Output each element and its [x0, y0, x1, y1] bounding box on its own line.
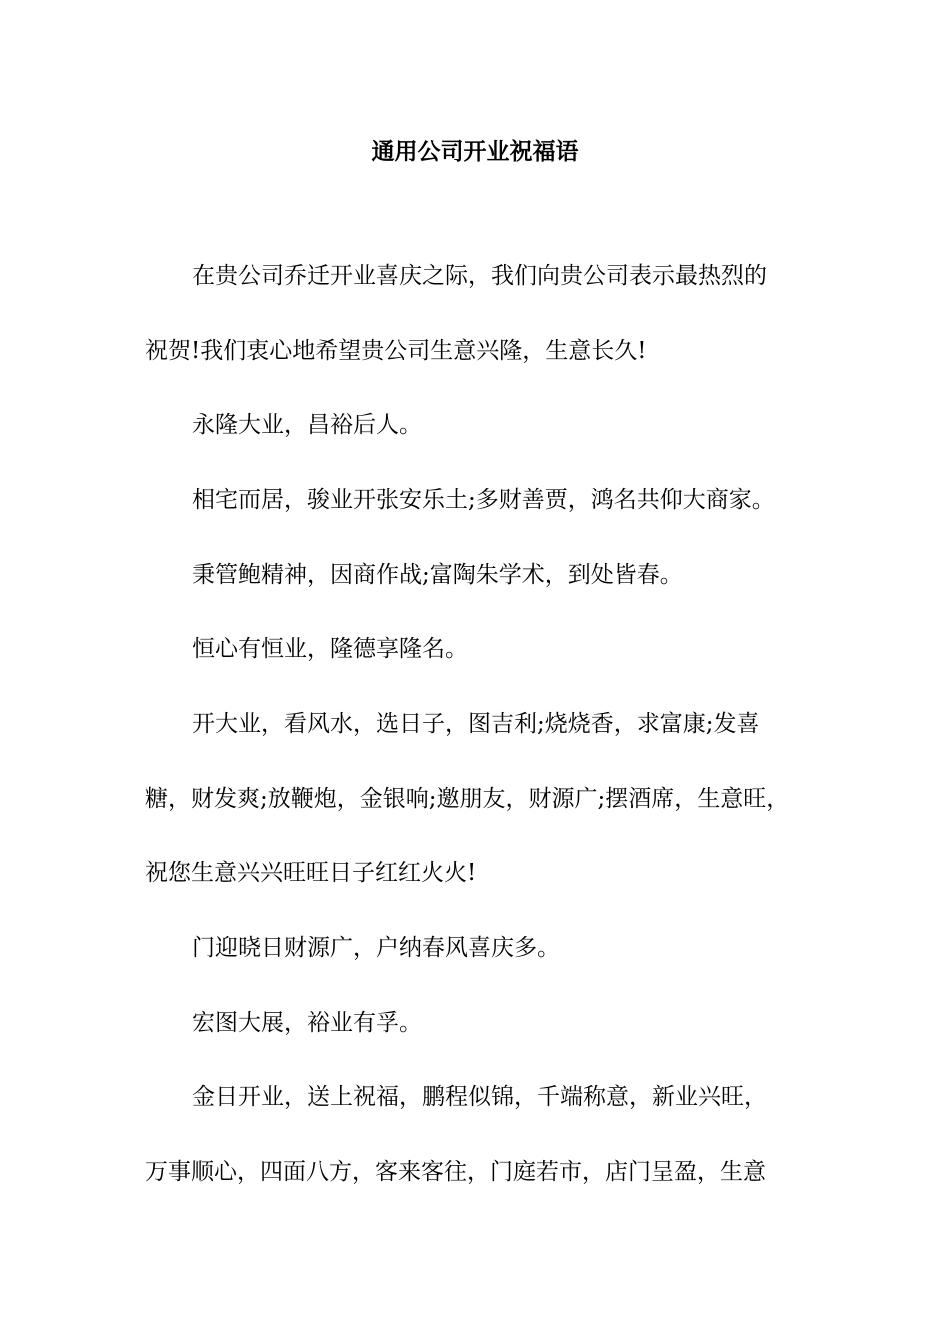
paragraph-line: 万事顺心，四面八方，客来客往，门庭若市，店门呈盈，生意 — [145, 1159, 766, 1185]
paragraph-line: 祝贺!我们衷心地希望贵公司生意兴隆，生意长久! — [145, 338, 647, 364]
paragraph-line: 相宅而居，骏业开张安乐土;多财善贾，鸿名共仰大商家。 — [192, 487, 775, 513]
paragraph-line: 恒心有恒业，隆德享隆名。 — [192, 636, 468, 662]
paragraph-line: 秉管鲍精神，因商作战;富陶朱学术，到处皆春。 — [192, 562, 683, 588]
document-title: 通用公司开业祝福语 — [371, 139, 579, 165]
paragraph-line: 开大业，看风水，选日子，图吉利;烧烧香，求富康;发喜 — [192, 711, 760, 737]
paragraph-line: 门迎晓日财源广，户纳春风喜庆多。 — [192, 935, 560, 961]
paragraph-line: 金日开业，送上祝福，鹏程似锦，千端称意，新业兴旺， — [192, 1084, 767, 1110]
paragraph-line: 在贵公司乔迁开业喜庆之际，我们向贵公司表示最热烈的 — [192, 263, 767, 289]
paragraph-line: 祝您生意兴兴旺旺日子红红火火! — [145, 860, 477, 886]
paragraph-line: 宏图大展，裕业有孚。 — [192, 1010, 422, 1036]
paragraph-line: 糖，财发爽;放鞭炮，金银响;邀朋友，财源广;摆酒席，生意旺， — [145, 786, 790, 812]
paragraph-line: 永隆大业，昌裕后人。 — [192, 412, 422, 438]
